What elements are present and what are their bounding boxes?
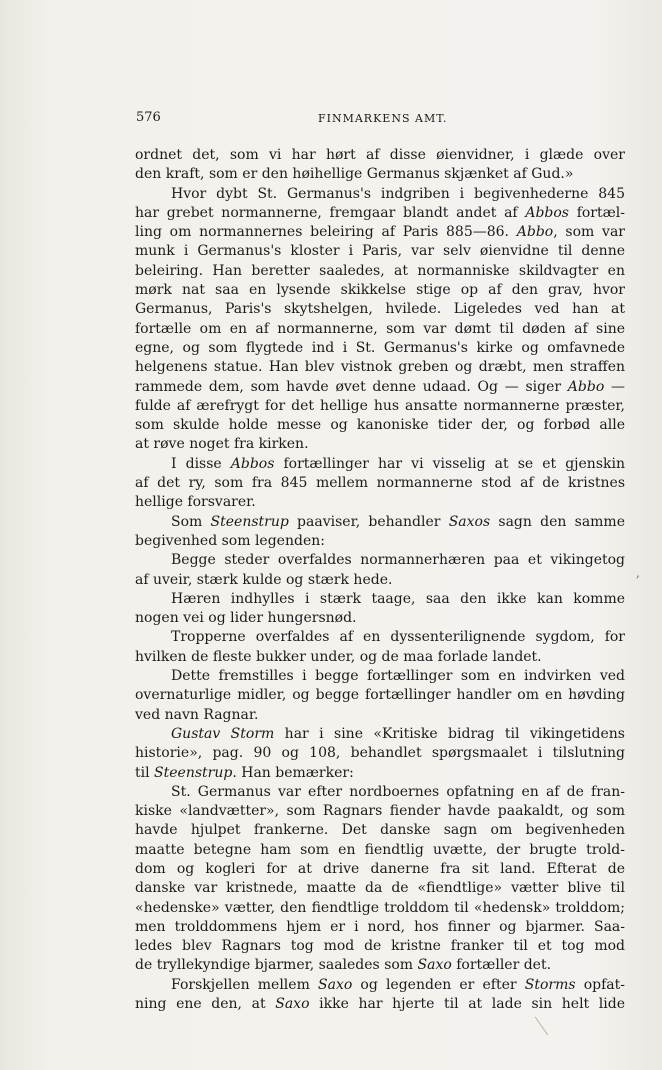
text-line: Forskjellen mellem Saxo og legenden er efter Storms opfat- xyxy=(171,976,625,993)
text-line: Germanus, Paris's skytshelgen, hvilede. Ligeledes ved han at xyxy=(135,301,625,318)
text-line: munk i Germanus's kloster i Paris, var selv øienvidne til denne xyxy=(135,243,625,260)
text-line: maatte betegne ham som en fiendtlig uvætte, der brugte trold- xyxy=(135,841,625,858)
text-line: St. Germanus var efter nordboernes opfatning en af de fran- xyxy=(171,783,625,800)
text-line: ved navn Ragnar. xyxy=(135,706,259,723)
text-line: Hæren indhylles i stærk taage, saa den ikke kan komme xyxy=(171,590,625,607)
text-line: Begge steder overfaldes normannerhæren paa et vikingetog xyxy=(171,552,625,569)
text-line: af uveir, stærk kulde og stærk hede. xyxy=(135,571,393,588)
scan-artifact xyxy=(535,1011,557,1035)
text-line: den kraft, som er den høihellige Germanus skjænket af Gud.» xyxy=(135,166,574,183)
text-line: historie», pag. 90 og 108, behandlet spørgsmaalet i tilslutning xyxy=(135,745,625,762)
text-line: Gustav Storm har i sine «Kritiske bidrag til vikingetidens xyxy=(171,725,625,742)
page-header xyxy=(136,110,624,128)
text-line: ling om normannernes beleiring af Paris 885—86. Abbo, som var xyxy=(135,224,625,241)
text-line: hvilken de fleste bukker under, og de maa forlade landet. xyxy=(135,648,542,665)
text-line: Hvor dybt St. Germanus's indgriben i begivenhederne 845 xyxy=(171,185,625,202)
margin-mark: , xyxy=(636,566,640,580)
text-line: ning ene den, at Saxo ikke har hjerte til at lade sin helt lide xyxy=(135,996,625,1013)
text-line: men trolddommens hjem er i nord, hos finner og bjarmer. Saa- xyxy=(135,918,625,935)
body-text xyxy=(135,146,625,1014)
text-line: ledes blev Ragnars tog mod de kristne franker til et tog mod xyxy=(135,938,625,955)
text-line: kiske «landvætter», som Ragnars fiender havde paakaldt, og som xyxy=(135,803,625,820)
text-line: dom og kogleri for at drive danerne fra sit land. Efterat de xyxy=(135,860,625,877)
text-line: helgenens statue. Han blev vistnok greben og dræbt, men straffen xyxy=(135,359,625,376)
text-line: Dette fremstilles i begge fortællinger som en indvirken ved xyxy=(171,668,625,685)
text-line: rammede dem, som havde øvet denne udaad. Og — siger Abbo — xyxy=(135,378,625,395)
page-number: 576 xyxy=(136,110,161,125)
text-line: danske var kristnede, maatte da de «fiendtlige» vætter blive til xyxy=(135,880,625,897)
text-line: ordnet det, som vi har hørt af disse øienvidner, i glæde over xyxy=(135,147,625,163)
text-line: til Steenstrup. Han bemærker: xyxy=(135,764,354,781)
text-line: nogen vei og lider hungersnød. xyxy=(135,610,357,627)
text-line: I disse Abbos fortællinger har vi visselig at se et gjenskin xyxy=(171,455,625,472)
text-line: de tryllekyndige bjarmer, saaledes som Saxo fortæller det. xyxy=(135,957,552,974)
text-line: har grebet normannerne, fremgaar blandt andet af Abbos fortæl- xyxy=(135,204,625,221)
text-line: beleiring. Han beretter saaledes, at normanniske skildvagter en xyxy=(135,262,625,279)
text-line: «hedenske» vætter, den fiendtlige trolddom til «hedensk» trolddom; xyxy=(135,899,625,916)
text-line: egne, og som flygtede ind i St. Germanus's kirke og omfavnede xyxy=(135,339,625,356)
text-line: Tropperne overfaldes af en dyssenterilignende sygdom, for xyxy=(171,629,625,646)
text-line: fortælle om en af normannerne, som var dømt til døden af sine xyxy=(135,320,625,337)
text-line: overnaturlige midler, og begge fortællinger handler om en høvding xyxy=(135,687,625,704)
text-line: hellige forsvarer. xyxy=(135,494,256,511)
text-line: fulde af ærefrygt for det hellige hus ansatte normannerne præster, xyxy=(135,397,625,414)
text-line: mørk nat saa en lysende skikkelse stige op af den grav, hvor xyxy=(135,282,625,299)
running-head: FINMARKENS AMT. xyxy=(318,112,448,125)
text-line: Som Steenstrup paaviser, behandler Saxos sagn den samme xyxy=(171,513,625,530)
text-line: af det ry, som fra 845 mellem normannerne stod af de kristnes xyxy=(135,475,625,492)
text-line: som skulde holde messe og kanoniske tider der, og forbød alle xyxy=(135,417,625,434)
text-line: havde hjulpet frankerne. Det danske sagn om begivenheden xyxy=(135,822,625,839)
text-line: at røve noget fra kirken. xyxy=(135,436,309,453)
text-line: begivenhed som legenden: xyxy=(135,532,325,549)
